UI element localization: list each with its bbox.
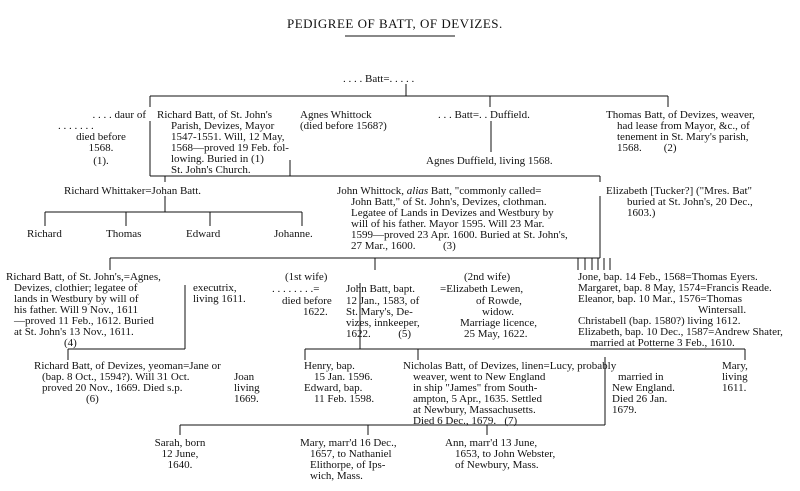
john-whittock-text: Batt, "commonly called=: [428, 185, 542, 197]
henry-edward-line: 11 Feb. 1598.: [314, 393, 375, 405]
richard-clothier-line: his father. Will 9 Nov., 1611: [14, 304, 139, 316]
batt-duffield-couple: . . . Batt=. . Duffield.: [438, 109, 530, 121]
ann-webster-line: of Newbury, Mass.: [455, 459, 539, 471]
richard-clothier-line: —proved 11 Feb., 1612. Buried: [14, 315, 154, 327]
second-wife-line: of Rowde,: [476, 295, 522, 307]
richard-line: Richard Batt, of St. John's: [157, 109, 273, 121]
richard-clothier-line: lands in Westbury by will of: [14, 293, 139, 305]
ann-webster-line: 1653, to John Webster,: [455, 448, 556, 460]
jane-joan-line: living: [234, 382, 260, 394]
child-richard: Richard: [27, 228, 62, 240]
nicholas-line: at Newbury, Massachusetts.: [413, 404, 536, 416]
chart-title: PEDIGREE OF BATT, OF DEVIZES.: [287, 16, 503, 31]
sister-line: Elizabeth, bap. 10 Dec., 1587=Andrew Shater,: [578, 326, 783, 338]
agnes-executrix-line: living 1611.: [193, 293, 246, 305]
sarah-line: Sarah, born: [154, 437, 206, 449]
nicholas-line: Died 6 Dec., 1679. (7): [413, 415, 518, 427]
mary-elithorpe-line: Elithorpe, of Ips-: [310, 459, 386, 471]
child-edward: Edward: [186, 228, 221, 240]
sister-line: Jone, bap. 14 Feb., 1568=Thomas Eyers.: [578, 271, 758, 283]
elizabeth-tucker-line: buried at St. John's, 20 Dec.,: [627, 196, 753, 208]
daur-line: 1568.: [88, 142, 114, 154]
sister-line: Wintersall.: [698, 304, 747, 316]
richard-yeoman-line: (6): [86, 393, 99, 405]
agnes-whittock-line: (died before 1568?): [300, 120, 387, 132]
thomas-line: had lease from Mayor, &c., of: [617, 120, 750, 132]
richard-yeoman-line: proved 20 Nov., 1669. Died s.p.: [42, 382, 183, 394]
daur-line: . . . . daur of: [92, 109, 146, 121]
thomas-line: tenement in St. Mary's parish,: [617, 131, 749, 143]
thomas-line: Thomas Batt, of Devizes, weaver,: [606, 109, 755, 121]
richard-clothier-line: Devizes, clothier; legatee of: [14, 282, 138, 294]
second-wife-line: (2nd wife): [464, 271, 511, 283]
agnes-duffield-entry: Agnes Duffield, living 1568.: [426, 155, 553, 167]
sister-line: Christabell (bap. 1580?) living 1612.: [578, 315, 741, 327]
sister-line: married at Potterne 3 Feb., 1610.: [590, 337, 735, 349]
elizabeth-tucker-line: 1603.): [627, 207, 656, 219]
richard-clothier-line: at St. John's 13 Nov., 1611.: [14, 326, 134, 338]
daur-line: (1).: [93, 155, 109, 167]
second-wife-line: 25 May, 1622.: [464, 328, 528, 340]
mary-living-line: living: [722, 371, 748, 383]
second-wife-line: Marriage licence,: [460, 317, 537, 329]
daur-line: died before: [76, 131, 126, 143]
mary-living-line: Mary,: [722, 360, 748, 372]
richard-line: 1568—proved 19 Feb. fol-: [171, 142, 289, 154]
john-whittock-line: 1599—proved 23 Apr. 1600. Buried at St. John's,: [351, 229, 568, 241]
second-wife-line: widow.: [482, 306, 514, 318]
john-innkeeper-line: John Batt, bapt.: [346, 283, 416, 295]
first-wife-line: . . . . . . . .=: [272, 283, 320, 295]
agnes-whittock-line: Agnes Whittock: [300, 109, 372, 121]
john-whittock-line: John Batt," of St. John's, Devizes, clothman.: [351, 196, 547, 208]
sister-line: Margaret, bap. 8 May, 1574=Francis Reade.: [578, 282, 772, 294]
richard-line: 1547-1551. Will, 12 May,: [171, 131, 285, 143]
richard-line: St. John's Church.: [171, 164, 251, 176]
jane-joan-line: Joan: [234, 371, 255, 383]
sarah-line: 12 June,: [161, 448, 199, 460]
lucy-line: 1679.: [612, 404, 637, 416]
sister-line: Eleanor, bap. 10 Mar., 1576=Thomas: [578, 293, 743, 305]
lucy-line: married in: [618, 371, 664, 383]
richard-line: lowing. Buried in (1): [171, 153, 264, 165]
child-thomas: Thomas: [106, 228, 142, 240]
mary-elithorpe-line: wich, Mass.: [310, 470, 363, 482]
nicholas-line: ampton, 5 Apr., 1635. Settled: [413, 393, 542, 405]
john-whittock-line: Legatee of Lands in Devizes and Westbury by: [351, 207, 554, 219]
john-whittock-line: 27 Mar., 1600. (3): [351, 240, 456, 252]
agnes-executrix-line: executrix,: [193, 282, 237, 294]
lucy-line: Died 26 Jan.: [612, 393, 668, 405]
nicholas-line: weaver, went to New England: [413, 371, 546, 383]
richard-line: Parish, Devizes, Mayor: [171, 120, 275, 132]
whittaker-couple: Richard Whittaker=Johan Batt.: [64, 185, 202, 197]
mary-elithorpe-line: 1657, to Nathaniel: [310, 448, 392, 460]
john-whittock-text: John Whittock,: [337, 185, 407, 197]
mary-living-line: 1611.: [722, 382, 747, 394]
richard-clothier-line: Richard Batt, of St. John's,=Agnes,: [6, 271, 161, 283]
henry-edward-line: Henry, bap.: [304, 360, 355, 372]
john-innkeeper-line: 12 Jan., 1583, of: [346, 295, 420, 307]
lucy-line: New England.: [612, 382, 675, 394]
henry-edward-line: 15 Jan. 1596.: [314, 371, 373, 383]
ann-webster-line: Ann, marr'd 13 June,: [445, 437, 538, 449]
jane-joan-line: 1669.: [234, 393, 259, 405]
john-innkeeper-line: St. Mary's, De-: [346, 306, 413, 318]
elizabeth-tucker-line: Elizabeth [Tucker?] ("Mres. Bat": [606, 185, 753, 197]
root-couple: . . . . Batt=. . . . .: [343, 73, 415, 85]
john-innkeeper-line: 1622. (5): [346, 328, 412, 340]
nicholas-line: in ship "James" from South-: [413, 382, 538, 394]
first-wife-line: died before: [282, 295, 332, 307]
john-innkeeper-line: vizes, innkeeper,: [346, 317, 420, 329]
richard-yeoman-line: Richard Batt, of Devizes, yeoman=Jane or: [34, 360, 221, 372]
nicholas-line: Nicholas Batt, of Devizes, linen=Lucy, probably: [403, 360, 617, 372]
henry-edward-line: Edward, bap.: [304, 382, 363, 394]
daur-line: . . . . . . .: [58, 120, 94, 132]
second-wife-line: =Elizabeth Lewen,: [440, 283, 524, 295]
child-johanne: Johanne.: [274, 228, 313, 240]
richard-yeoman-line: (bap. 8 Oct., 1594?). Will 31 Oct.: [42, 371, 190, 383]
mary-elithorpe-line: Mary, marr'd 16 Dec.,: [300, 437, 397, 449]
alias-text: alias: [406, 185, 429, 197]
sarah-line: 1640.: [167, 459, 193, 471]
john-whittock-line: will of his father. Mayor 1595. Will 23 Mar.: [351, 218, 545, 230]
generation-number: (4): [64, 337, 77, 349]
thomas-line: 1568. (2): [617, 142, 677, 154]
first-wife-line: 1622.: [303, 306, 328, 318]
first-wife-line: (1st wife): [285, 271, 328, 283]
